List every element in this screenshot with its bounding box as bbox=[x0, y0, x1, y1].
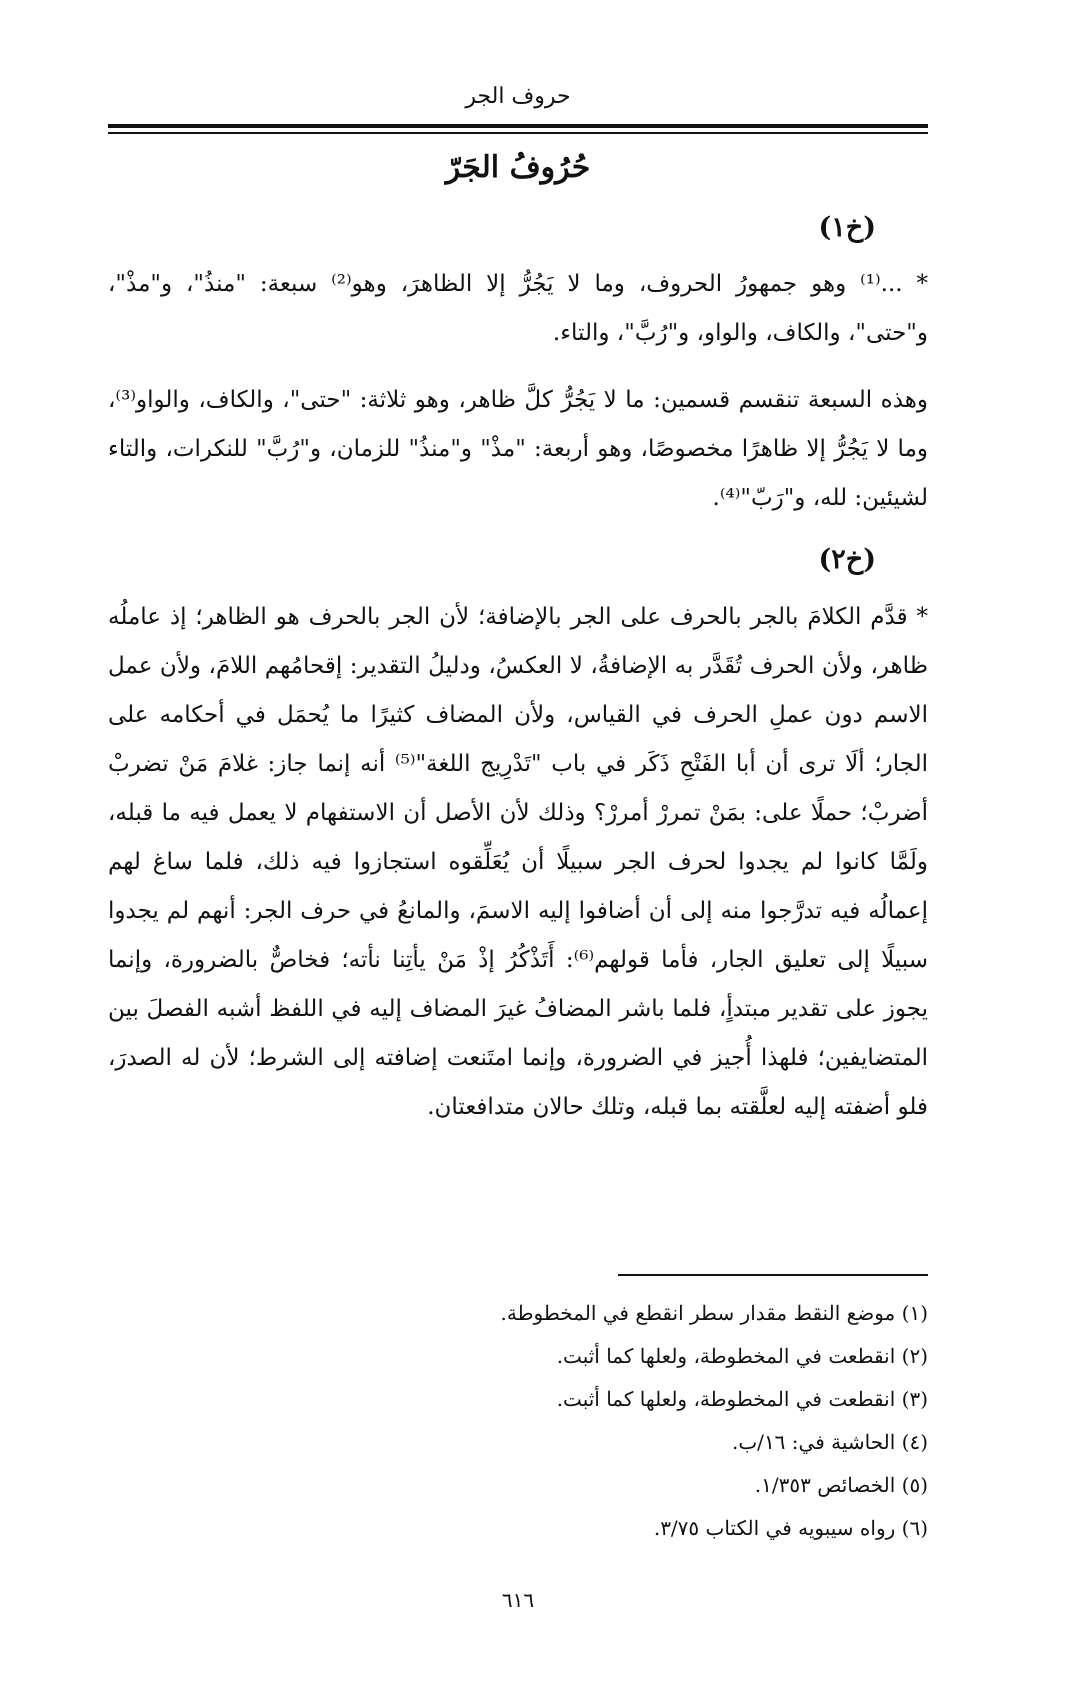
book-page bbox=[108, 0, 928, 1698]
header-rule-thin bbox=[108, 132, 928, 134]
footnote: (٤) الحاشية في: ١٦/ب. bbox=[732, 1430, 928, 1454]
footnote-separator bbox=[618, 1274, 928, 1276]
header-rule-thick bbox=[108, 124, 928, 128]
paragraph: * قدَّم الكلامَ بالجر بالحرف على الجر بالإضافة؛ لأن الجر بالحرف هو الظاهر؛ إذ عاملُه ظاهر، ولأن الحرف تُقَدَّر به الإضافةُ، لا العكسُ، ودليلُ التقدير: إقحامُهم اللامَ، ولأن عمل الاسم دون عملِ الحرف في القياس، ولأن المضاف كثيرًا ما يُحمَل في أحكامه على الجار؛ ألَا ترى أن أبا الفَتْحِ ذَكَر في باب "تَدْرِيج اللغة"⁽⁵⁾ أنه إنما جاز: غلامَ مَنْ تضربْ أضربْ؛ حملًا على: بمَنْ تمررْ أمررْ؟ وذلك لأن الأصل أن الاستفهام لا يعمل فيه ما قبله، ولَمَّا كانوا لم يجدوا لحرف الجر سبيلًا أن يُعَلِّقوه استجازوا فيه ذلك، فلما ساغ لهم إعمالُه فيه تدرَّجوا منه إلى أن أضافوا إليه الاسمَ، والمانعُ في حرف الجر: أنهم لم يجدوا سبيلًا إلى تعليق الجار، فأما قولهم⁽⁶⁾: أَتَذْكُرُ إذْ مَنْ يأتِنا نأته؛ فخاصٌّ بالضرورة، وإنما يجوز على تقدير مبتدأٍ، فلما باشر المضافُ غيرَ المضاف إليه في اللفظ أشبه الفصلَ بين المتضايفين؛ فلهذا أُجيز في الضرورة، وإنما امتَنعت إضافته إلى الشرط؛ لأن له الصدرَ، فلو أضفته إليه لعلَّقته بما قبله، وتلك حالان متدافعتان. bbox=[108, 604, 929, 1120]
footnote: (١) موضع النقط مقدار سطر انقطع في المخطوطة. bbox=[500, 1301, 928, 1325]
paragraph: * ...⁽¹⁾ وهو جمهورُ الحروف، وما لا يَجُرُّ إلا الظاهرَ، وهو⁽²⁾ سبعة: "منذُ"، و"مذْ"، و"حتى"، والكاف، والواو، و"رُبَّ"، والتاء. bbox=[108, 271, 929, 346]
footnote-list bbox=[108, 1292, 928, 1550]
footnote: (٣) انقطعت في المخطوطة، ولعلها كما أثبت. bbox=[556, 1387, 928, 1411]
page-number: ٦١٦ bbox=[501, 1588, 535, 1612]
running-head: حروف الجر bbox=[465, 84, 571, 109]
paragraph: وهذه السبعة تنقسم قسمين: ما لا يَجُرُّ كلَّ ظاهر، وهو ثلاثة: "حتى"، والكاف، والواو⁽³⁾، وما لا يَجُرُّ إلا ظاهرًا مخصوصًا، وهو أربعة: "مذْ" و"منذُ" للزمان، و"رُبَّ" للنكرات، والتاء لشيئين: لله، و"رَبّ"⁽⁴⁾. bbox=[108, 387, 928, 511]
chapter-title: حُرُوفُ الجَرّ bbox=[445, 150, 591, 185]
section-marker: (خ١) bbox=[818, 212, 876, 243]
footnote: (٥) الخصائص ١/٣٥٣. bbox=[754, 1473, 928, 1497]
section-marker: (خ٢) bbox=[818, 544, 876, 575]
footnote: (٢) انقطعت في المخطوطة، ولعلها كما أثبت. bbox=[556, 1344, 928, 1368]
footnote: (٦) رواه سيبويه في الكتاب ٣/٧٥. bbox=[653, 1516, 928, 1540]
